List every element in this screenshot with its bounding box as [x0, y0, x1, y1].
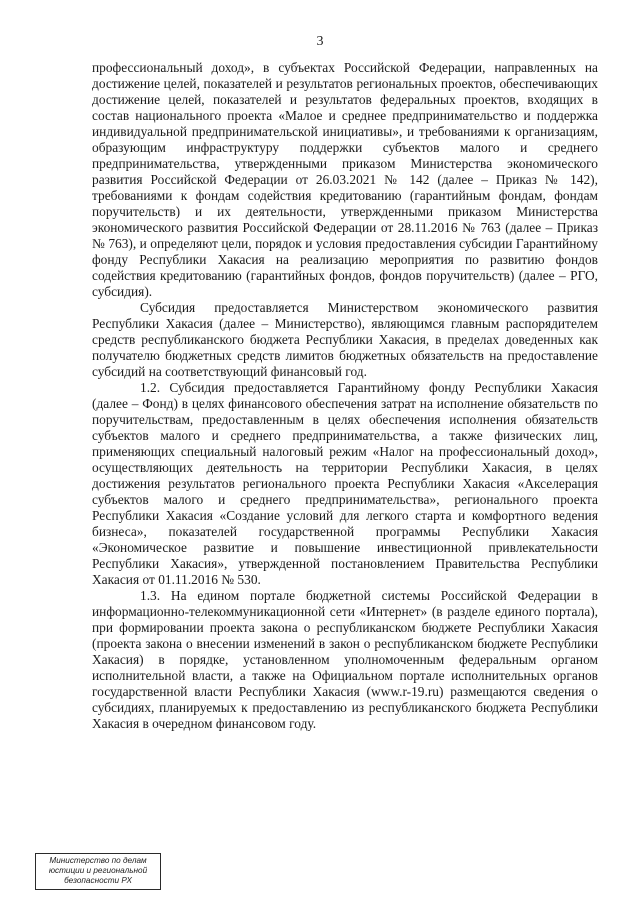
paragraph-1-2: 1.2. Субсидия предоставляется Гарантийному фонду Республики Хакасия (далее – Фонд) в целях финансового обеспечения затрат на исполнение обязательств по поручительствам, предоставленным в целях обеспечения исполнения обязательств субъектов малого и среднего предпринимательства, а также физических лиц, применяющих специальный налоговый режим «Налог на профессиональный доход», осуществляющих деятельность на территории Республики Хакасия, в целях достижения результатов регионального проекта Республики Хакасия «Акселерация субъектов малого и среднего предпринимательства», регионального проекта Республики Хакасия «Создание условий для легкого старта и комфортного ведения бизнеса», показателей государственной программы Республики Хакасия «Экономическое развитие и повышение инвестиционной привлекательности Республики Хакасия», утвержденной постановлением Правительства Республики Хакасия от 01.11.2016 № 530.: [92, 380, 598, 587]
stamp-line: безопасности РХ: [64, 876, 132, 885]
page-number: 3: [316, 34, 324, 49]
document-body: [92, 60, 598, 732]
paragraph-intro-continuation: профессиональный доход», в субъектах Российской Федерации, направленных на достижение целей, показателей и результатов региональных проектов, обеспечивающих достижение целей, показателей и результатов федеральных проектов, входящих в состав национального проекта «Малое и среднее предпринимательство и поддержка индивидуальной предпринимательской инициативы», и требованиями к организациям, образующим инфраструктуру поддержки субъектов малого и среднего предпринимательства, утвержденными приказом Министерства экономического развития Российской Федерации от 26.03.2021 № 142 (далее – Приказ № 142), требованиями к фондам содействия кредитованию (гарантийным фондам, фондам поручительств) и их деятельности, утвержденными приказом Министерства экономического развития Российской Федерации от 28.11.2016 № 763 (далее – Приказ № 763), и определяют цели, порядок и условия предоставления субсидии Гарантийному фонду Республики Хакасия на реализацию мероприятия по развитию фондов содействия кредитованию (гарантийных фондов, фондов поручительств) (далее – РГО, субсидия).: [92, 60, 598, 299]
paragraph-1-3: 1.3. На едином портале бюджетной системы Российской Федерации в информационно-телекоммуникационной сети «Интернет» (в разделе единого портала), при формировании проекта закона о республиканском бюджете Республики Хакасия (проекта закона о внесении изменений в закон о республиканском бюджете Республики Хакасия) в порядке, установленном уполномоченным федеральным органом исполнительной власти, а также на Официальном портале исполнительных органов государственной власти Республики Хакасия (www.r-19.ru) размещаются сведения о субсидиях, планируемых к предоставлению из республиканского бюджета Республики Хакасия в очередном финансовом году.: [92, 588, 598, 731]
ministry-stamp: [35, 853, 161, 890]
stamp-line: юстиции и региональной: [48, 866, 148, 875]
stamp-line: Министерство по делам: [49, 856, 147, 865]
paragraph-subsidy-provider: Субсидия предоставляется Министерством экономического развития Республики Хакасия (далее – Министерство), являющимся главным распорядителем средств республиканского бюджета Республики Хакасия, в пределах доведенных как получателю бюджетных средств лимитов бюджетных обязательств на предоставление субсидий на соответствующий финансовый год.: [92, 300, 598, 379]
